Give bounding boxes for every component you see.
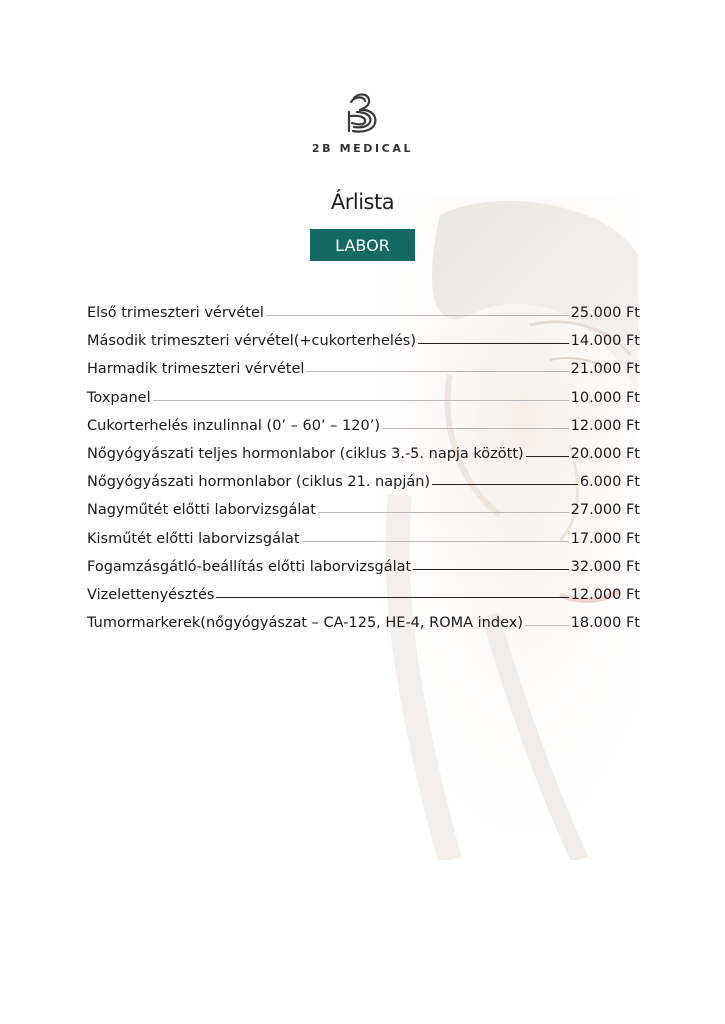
price-row [87,418,640,446]
dotted-leader [266,315,569,316]
service-name: Tumormarkerek(nőgyógyászat – CA-125, HE-4, ROMA index) [87,615,523,632]
price-row [87,474,640,502]
price-row [87,390,640,418]
price-row [87,587,640,615]
service-name: Első trimeszteri vérvétel [87,305,264,321]
dotted-leader [418,343,569,344]
service-name: Második trimeszteri vérvétel(+cukorterhelés) [87,333,417,350]
price-row [87,531,640,559]
dotted-leader [306,371,568,372]
service-name: Kisműtét előtti laborvizsgálat [87,530,300,547]
service-name: Harmadik trimeszteri vérvétel [87,361,305,378]
brand-logo [300,92,425,162]
service-price: 21.000 Ft [570,361,640,378]
price-row [87,333,640,361]
price-row [87,361,640,389]
service-name: Vizelettenyésztés [87,586,215,603]
dotted-leader [318,512,569,513]
service-price: 14.000 Ft [570,333,640,350]
service-price: 6.000 Ft [579,474,640,491]
2b-medical-logo-icon [345,92,381,136]
dotted-leader [382,428,569,429]
service-price: 18.000 Ft [570,615,640,632]
price-row [87,305,640,333]
dotted-leader [525,625,569,626]
service-price: 25.000 Ft [570,305,640,321]
service-price: 27.000 Ft [570,502,640,519]
service-name: Cukorterhelés inzulinnal (0’ – 60’ – 120’) [87,417,380,434]
dotted-leader [216,597,568,598]
price-row [87,559,640,587]
brand-name: 2B MEDICAL [311,142,414,155]
service-price: 10.000 Ft [570,389,640,406]
dotted-leader [413,569,568,570]
service-price: 32.000 Ft [570,558,640,575]
price-row [87,615,640,643]
dotted-leader [153,400,569,401]
dotted-leader [432,484,578,485]
service-price: 20.000 Ft [570,445,640,462]
service-name: Toxpanel [87,389,151,406]
service-price: 17.000 Ft [570,530,640,547]
service-price: 12.000 Ft [570,417,640,434]
service-name: Nőgyógyászati teljes hormonlabor (ciklus 3.-5. napja között) [87,445,524,462]
service-name: Nagyműtét előtti laborvizsgálat [87,502,316,519]
price-row [87,502,640,530]
service-price: 12.000 Ft [570,586,640,603]
dotted-leader [526,456,569,457]
service-name: Nőgyógyászati hormonlabor (ciklus 21. napján) [87,474,431,491]
page-title: Árlista [330,190,395,214]
service-name: Fogamzásgátló-beállítás előtti laborvizsgálat [87,558,412,575]
section-badge: LABOR [310,229,415,261]
price-list [87,305,640,643]
price-row [87,446,640,474]
dotted-leader [302,541,569,542]
